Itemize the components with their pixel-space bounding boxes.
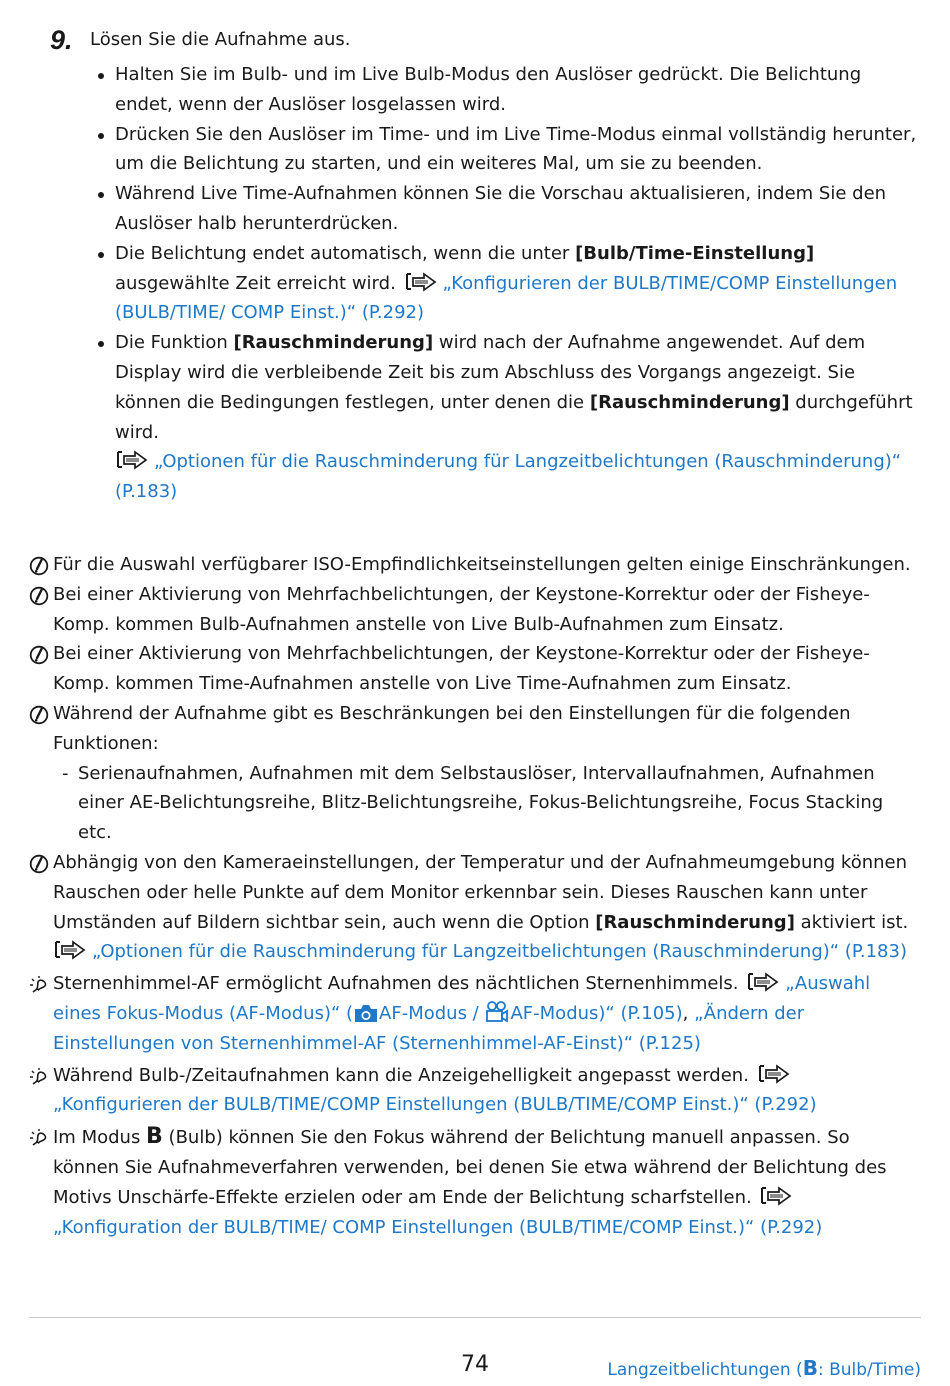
bullet-text: Während Live Time-Aufnahmen können Sie die Vorschau aktualisieren, indem Sie den Auslöser halb herunterdrücken. xyxy=(115,183,887,234)
bullet-item xyxy=(98,328,924,507)
menu-name: [Rauschminderung] xyxy=(589,391,790,413)
reference-arrow-icon xyxy=(746,972,780,992)
bullet-text: durchgeführt wird. xyxy=(115,391,913,443)
step-number: 9. xyxy=(50,25,73,55)
caution-note xyxy=(29,550,921,580)
caution-note xyxy=(29,580,921,640)
note-text: Sternenhimmel-AF ermöglicht Aufnahmen des nächtlichen Sternenhimmels. xyxy=(53,973,745,995)
caution-note xyxy=(29,639,921,699)
tip-note xyxy=(29,1061,921,1121)
cross-reference-link[interactable]: „Konfigurieren der BULB/TIME/COMP Einstellungen (BULB/TIME/ COMP Einst.)“ (P.292) xyxy=(115,272,898,324)
caution-icon xyxy=(29,645,49,665)
tip-icon xyxy=(29,1128,51,1150)
bulb-mode-icon: B xyxy=(146,1124,163,1150)
separator: , xyxy=(682,1002,695,1024)
note-text: Für die Auswahl verfügbarer ISO-Empfindlichkeitseinstellungen gelten einige Einschränkungen. xyxy=(53,554,911,575)
reference-arrow-icon xyxy=(115,450,149,470)
note-text: (Bulb) können Sie den Fokus während der Belichtung manuell anpassen. So können Sie Aufnahmeverfahren verwenden, bei denen Sie etwa während der Belichtung des Motivs Unschärfe-Effekte erzielen oder am Ende der Belichtung scharfstellen. xyxy=(53,1127,887,1208)
cross-reference-link[interactable]: „Optionen für die Rauschminderung für Langzeitbelichtungen (Rauschminderung)“ (P.183) xyxy=(92,941,907,963)
sub-list-item xyxy=(29,759,921,848)
camera-icon xyxy=(354,1003,378,1023)
footer-divider xyxy=(29,1317,921,1318)
bullet-text: Die Belichtung endet automatisch, wenn die unter xyxy=(115,242,576,264)
reference-arrow-icon xyxy=(759,1186,793,1206)
bullet-text: ausgewählte Zeit erreicht wird. xyxy=(115,272,402,294)
note-text: aktiviert ist. xyxy=(794,911,909,933)
page-number: 74 xyxy=(461,1352,489,1377)
step-bullet-list xyxy=(98,60,924,507)
caution-icon xyxy=(29,705,49,725)
section-title-text: Langzeitbelichtungen ( xyxy=(607,1360,803,1380)
bullet-item xyxy=(98,120,924,180)
cross-reference-link[interactable]: „Optionen für die Rauschminderung für Langzeitbelichtungen (Rauschminderung)“ (P.183) xyxy=(115,451,902,503)
sub-item-text: Serienaufnahmen, Aufnahmen mit dem Selbstauslöser, Intervallaufnahmen, Aufnahmen einer AE-Belichtungsreihe, Blitz-Belichtungsreihe, Fokus-Belichtungsreihe, Focus Stacking etc. xyxy=(78,762,884,844)
bullet-item xyxy=(98,179,924,239)
note-text: Bei einer Aktivierung von Mehrfachbelichtungen, der Keystone-Korrektur oder der Fisheye-Komp. kommen Bulb-Aufnahmen anstelle von Live Bulb-Aufnahmen zum Einsatz. xyxy=(53,583,870,635)
reference-arrow-icon xyxy=(53,940,87,960)
cross-reference-link[interactable]: „Ändern der Einstellungen von Sternenhimmel-AF (Sternenhimmel-AF-Einst)“ (P.125) xyxy=(53,1002,805,1054)
cross-reference-link[interactable]: „Auswahl eines Fokus-Modus (AF-Modus)“ ( xyxy=(53,973,871,1024)
tip-note xyxy=(29,969,921,1058)
menu-name: [Rauschminderung] xyxy=(233,332,434,354)
caution-note xyxy=(29,699,921,759)
movie-camera-icon xyxy=(485,1001,509,1023)
caution-note xyxy=(29,848,921,967)
bulb-mode-icon: B xyxy=(802,1356,818,1380)
bullet-item xyxy=(98,239,924,328)
cross-reference-link[interactable]: AF-Modus / xyxy=(379,1002,485,1024)
caution-icon xyxy=(29,586,49,606)
note-text: Bei einer Aktivierung von Mehrfachbelichtungen, der Keystone-Korrektur oder der Fisheye-Komp. kommen Time-Aufnahmen anstelle von Live Time-Aufnahmen zum Einsatz. xyxy=(53,643,870,695)
tip-icon xyxy=(29,1067,51,1089)
tip-icon xyxy=(29,975,51,997)
reference-arrow-icon xyxy=(757,1064,791,1084)
note-text: Während Bulb-/Zeitaufnahmen kann die Anzeigehelligkeit angepasst werden. xyxy=(53,1064,755,1086)
bullet-text: wird nach der Aufnahme angewendet. Auf dem Display wird die verbleibende Zeit bis zum Abschluss des Vorgangs angezeigt. Sie können die Bedingungen festlegen, unter denen die xyxy=(115,332,866,413)
notes-section xyxy=(29,550,921,1242)
reference-arrow-icon xyxy=(404,272,438,292)
note-text: Im Modus xyxy=(53,1127,147,1149)
caution-icon xyxy=(29,854,49,874)
cross-reference-link[interactable]: „Konfiguration der BULB/TIME/ COMP Einstellungen (BULB/TIME/COMP Einst.)“ (P.292) xyxy=(53,1216,823,1238)
section-title-text: : Bulb/Time) xyxy=(817,1360,921,1380)
bullet-text: Die Funktion xyxy=(115,332,234,354)
caution-icon xyxy=(29,556,49,576)
menu-name: [Bulb/Time-Einstellung] xyxy=(575,242,815,264)
menu-name: [Rauschminderung] xyxy=(595,911,795,933)
note-text: Während der Aufnahme gibt es Beschränkungen bei den Einstellungen für die folgenden Funktionen: xyxy=(53,702,851,754)
dash-marker: - xyxy=(62,762,69,784)
cross-reference-link[interactable]: AF-Modus)“ (P.105) xyxy=(510,1002,683,1024)
bullet-text: Drücken Sie den Auslöser im Time- und im Live Time-Modus einmal vollständig herunter, um die Belichtung zu starten, und ein weiteres Mal, um sie zu beenden. xyxy=(115,123,917,175)
section-title xyxy=(607,1354,921,1386)
bullet-item xyxy=(98,60,924,120)
step-text: Lösen Sie die Aufnahme aus. xyxy=(90,29,351,50)
tip-note xyxy=(29,1122,921,1242)
cross-reference-link[interactable]: „Konfigurieren der BULB/TIME/COMP Einstellungen (BULB/TIME/COMP Einst.)“ (P.292) xyxy=(53,1094,817,1116)
note-text: Abhängig von den Kameraeinstellungen, der Temperatur und der Aufnahmeumgebung können Rauschen oder helle Punkte auf dem Monitor erkennbar sein. Dieses Rauschen kann unter Umständen auf Bildern sichtbar sein, auch wenn die Option xyxy=(53,851,908,933)
bullet-text: Halten Sie im Bulb- und im Live Bulb-Modus den Auslöser gedrückt. Die Belichtung endet, wenn der Auslöser losgelassen wird. xyxy=(115,64,862,115)
